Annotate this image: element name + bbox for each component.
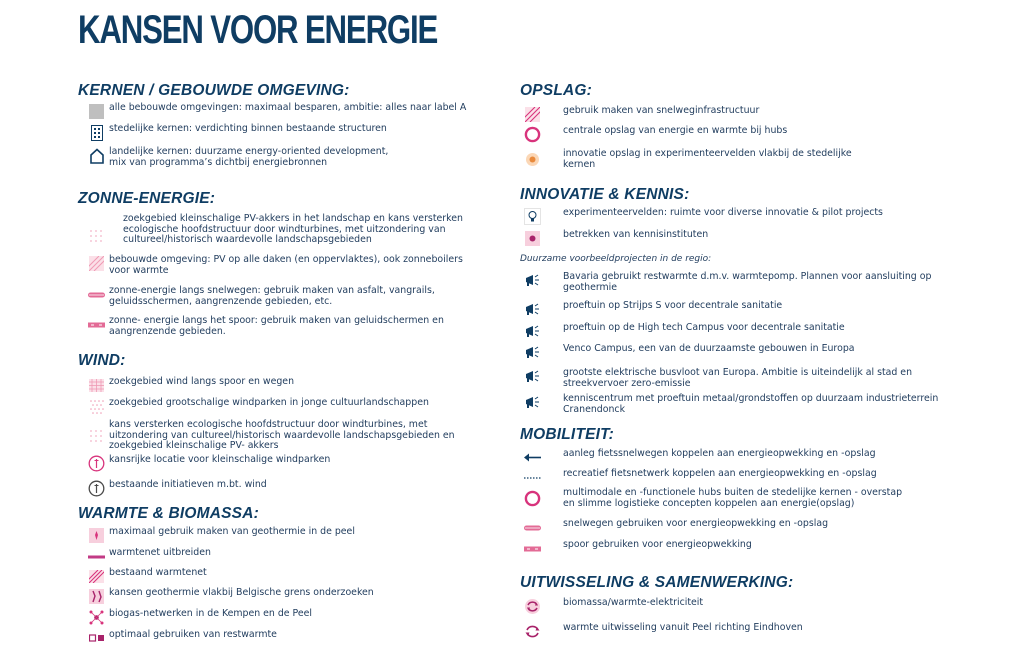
legend-item: [524, 488, 902, 509]
legend-text: proeftuin op de High tech Campus voor decentrale sanitatie: [563, 322, 845, 333]
legend-item: [88, 630, 277, 647]
legend-item: [524, 301, 782, 318]
section-heading-kernen: KERNEN / GEBOUWDE OMGEVING:: [78, 82, 350, 99]
institute-icon: [524, 230, 541, 247]
hatched-pink-icon: [524, 106, 541, 123]
residual-heat-icon: [88, 630, 105, 647]
legend-item: [524, 449, 876, 466]
legend-item: [88, 103, 466, 120]
legend-text: bebouwde omgeving: PV op alle daken (en oppervlaktes), ook zonneboilers voor warmte: [109, 254, 463, 276]
rail-line-icon: [524, 540, 541, 557]
legend-item: [88, 377, 294, 394]
legend-text: kansen geothermie vlakbij Belgische grens onderzoeken: [109, 587, 374, 598]
legend-item: [524, 344, 855, 361]
legend-item: [524, 272, 931, 293]
legend-item: [88, 124, 387, 141]
megaphone-icon: [524, 323, 541, 340]
megaphone-icon: [524, 368, 541, 385]
legend-text: gebruik maken van snelweginfrastructuur: [563, 105, 760, 116]
legend-item: [524, 126, 787, 143]
legend-text: warmtenet uitbreiden: [109, 547, 211, 558]
highway-line-icon: [524, 519, 541, 536]
ring-icon: [524, 126, 541, 143]
biogas-network-icon: [88, 609, 105, 626]
legend-item: [524, 230, 708, 247]
legend-item: [88, 568, 207, 585]
hatched-pink-icon: [88, 568, 105, 585]
legend-text: biogas-netwerken in de Kempen en de Peel: [109, 608, 313, 619]
legend-item: [88, 480, 267, 497]
legend-text: zoekgebied kleinschalige PV-akkers in het landschap en kans versterken ecologische hoofdstructuur door windturbines, met uitzondering van cultureel/historisch waardevolle landschapsgebieden: [123, 213, 463, 246]
section-heading-mobiliteit: MOBILITEIT:: [520, 426, 615, 443]
legend-text: centrale opslag van energie en warmte bij hubs: [563, 125, 788, 136]
wind-location-pink-icon: [88, 455, 105, 472]
legend-item: [88, 527, 355, 544]
legend-text: snelwegen gebruiken voor energieopwekking en -opslag: [563, 518, 829, 529]
legend-text: bestaand warmtenet: [109, 567, 207, 578]
legend-text: experimenteervelden: ruimte voor diverse innovatie & pilot projects: [563, 207, 883, 218]
wind-location-grey-icon: [88, 480, 105, 497]
legend-text: innovatie opslag in experimenteervelden vlakbij de stedelijke kernen: [563, 148, 852, 170]
legend-item: [88, 548, 211, 565]
legend-text: zoekgebied grootschalige windparken in jonge cultuurlandschappen: [109, 397, 429, 408]
legend-item: [524, 469, 877, 486]
legend-item: [524, 323, 845, 340]
exchange-heat-icon: [524, 623, 541, 640]
legend-item: [524, 598, 703, 615]
legend-item: [88, 316, 444, 337]
legend-text: grootste elektrische busvloot van Europa. Ambitie is uiteindelijk al stad en streekvervoer zero-emissie: [563, 367, 913, 389]
legend-item: [88, 609, 312, 626]
ring-icon: [524, 490, 541, 507]
building-icon: [88, 124, 105, 141]
orange-dot-icon: [524, 151, 541, 168]
geothermal-border-icon: [88, 588, 105, 605]
legend-item: [524, 149, 852, 170]
legend-item: [524, 394, 938, 415]
legend-text: zonne-energie langs snelwegen: gebruik maken van asfalt, vangrails, geluidsschermen, aangrenzende gebieden, etc.: [109, 285, 435, 307]
geothermal-square-icon: [88, 527, 105, 544]
arrow-left-icon: [524, 449, 541, 466]
grey-square-icon: [88, 103, 105, 120]
legend-item: [88, 398, 429, 415]
grid-pattern-icon: [88, 377, 105, 394]
legend-text: recreatief fietsnetwerk koppelen aan energieopwekking en -opslag: [563, 468, 877, 479]
dotted-area-icon: [88, 228, 105, 245]
section-heading-innovatie: INNOVATIE & KENNIS:: [520, 186, 690, 203]
legend-text: landelijke kernen: duurzame energy-oriented development, mix van programma’s dichtbij energiebronnen: [109, 146, 389, 168]
megaphone-icon: [524, 344, 541, 361]
legend-text: kansrijke locatie voor kleinschalige windparken: [109, 454, 331, 465]
legend-text: alle bebouwde omgevingen: maximaal besparen, ambitie: alles naar label A: [109, 102, 467, 113]
lightbulb-icon: [524, 208, 541, 225]
section-heading-opslag: OPSLAG:: [520, 82, 593, 99]
page-title: KANSEN VOOR ENERGIE: [78, 8, 438, 52]
legend-text: aanleg fietssnelwegen koppelen aan energieopwekking en -opslag: [563, 448, 876, 459]
legend-item: [88, 420, 455, 452]
legend-text: zoekgebied wind langs spoor en wegen: [109, 376, 295, 387]
legend-item: [524, 540, 752, 557]
subheading-voorbeeldprojecten: Duurzame voorbeeldprojecten in de regio:: [520, 254, 712, 264]
legend-text: kenniscentrum met proeftuin metaal/grondstoffen op duurzaam industrieterrein Cranendonck: [563, 393, 939, 415]
megaphone-icon: [524, 272, 541, 289]
legend-item: [88, 147, 388, 168]
section-heading-uitwisseling: UITWISSELING & SAMENWERKING:: [520, 574, 794, 591]
legend-item: [88, 286, 435, 307]
legend-text: maximaal gebruik maken van geothermie in de peel: [109, 526, 355, 537]
legend-text: optimaal gebruiken van restwarmte: [109, 629, 277, 640]
megaphone-icon: [524, 301, 541, 318]
legend-text: zonne- energie langs het spoor: gebruik maken van geluidschermen en aangrenzende gebieden.: [109, 315, 444, 337]
house-icon: [88, 147, 105, 164]
legend-text: spoor gebruiken voor energieopwekking: [563, 539, 752, 550]
section-heading-warmte: WARMTE & BIOMASSA:: [78, 505, 259, 522]
legend-text: bestaande initiatieven m.bt. wind: [109, 479, 267, 490]
legend-text: proeftuin op Strijps S voor decentrale sanitatie: [563, 300, 783, 311]
legend-text: warmte uitwisseling vanuit Peel richting Eindhoven: [563, 622, 803, 633]
section-heading-wind: WIND:: [78, 352, 126, 369]
hatched-area-icon: [88, 255, 105, 272]
legend-text: kans versterken ecologische hoofdstructuur door windturbines, met uitzondering van cultureel/historisch waardevolle landschapsgebieden en zoekgebied kleinschalige PV- akkers: [109, 419, 455, 452]
pink-line-icon: [88, 548, 105, 565]
legend-text: Bavaria gebruikt restwarmte d.m.v. warmtepomp. Plannen voor aansluiting op geothermie: [563, 271, 932, 293]
legend-item: [524, 368, 912, 389]
exchange-biomass-icon: [524, 598, 541, 615]
megaphone-icon: [524, 394, 541, 411]
cross-pattern-icon: [88, 398, 105, 415]
legend-item: [524, 519, 828, 536]
legend-text: stedelijke kernen: verdichting binnen bestaande structuren: [109, 123, 387, 134]
section-heading-zonne-energie: ZONNE-ENERGIE:: [78, 190, 216, 207]
legend-item: [524, 208, 883, 225]
legend-text: biomassa/warmte-elektriciteit: [563, 597, 704, 608]
legend-item: [88, 588, 374, 605]
legend-item: [88, 455, 330, 472]
highway-line-icon: [88, 286, 105, 303]
legend-text: Venco Campus, een van de duurzaamste gebouwen in Europa: [563, 343, 855, 354]
legend-item: [88, 255, 463, 276]
legend-text: betrekken van kennisinstituten: [563, 229, 709, 240]
sparse-dot-icon: [88, 428, 105, 445]
legend-item: [524, 623, 803, 640]
legend-item: [88, 214, 463, 246]
legend-text: multimodale en -functionele hubs buiten de stedelijke kernen - overstap en slimme logistieke concepten koppelen aan energie(opslag): [563, 487, 903, 509]
rail-line-icon: [88, 316, 105, 333]
legend-item: [524, 106, 759, 123]
dashed-line-icon: [524, 469, 541, 486]
